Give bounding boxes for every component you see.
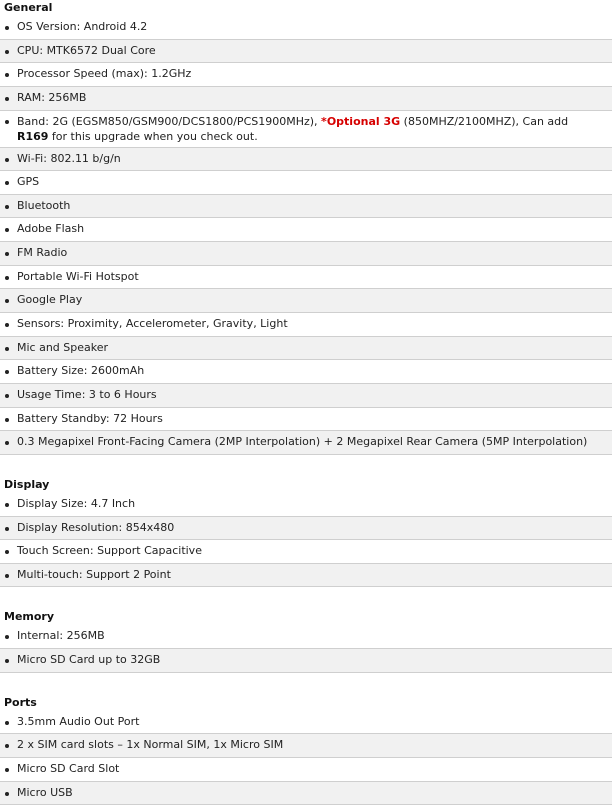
bullet-icon (5, 659, 9, 663)
list-item: Wi-Fi: 802.11 b/g/n (0, 148, 612, 172)
bullet-icon (5, 347, 9, 351)
list-item: Display Size: 4.7 Inch (0, 493, 612, 517)
list-item-band: Band: 2G (EGSM850/GSM900/DCS1800/PCS1900MHz), *Optional 3G (850MHZ/2100MHZ), Can add R169 for this upgrade when you check out. (0, 111, 612, 148)
bullet-icon (5, 550, 9, 554)
list-item: Micro USB (0, 782, 612, 805)
bullet-icon (5, 503, 9, 507)
list-item: CPU: MTK6572 Dual Core (0, 40, 612, 64)
bullet-icon (5, 26, 9, 30)
bullet-icon (5, 181, 9, 185)
list-item: 3.5mm Audio Out Port (0, 711, 612, 735)
list-item: 0.3 Megapixel Front-Facing Camera (2MP Interpolation) + 2 Megapixel Rear Camera (5MP Interpolation) (0, 431, 612, 455)
list-item: Mic and Speaker (0, 337, 612, 361)
list-item: Google Play (0, 289, 612, 313)
bullet-icon (5, 50, 9, 54)
list-item: FM Radio (0, 242, 612, 266)
section-heading-ports: Ports (4, 695, 37, 709)
section-heading-general: General (4, 1, 53, 14)
bullet-icon (5, 228, 9, 232)
bullet-icon (5, 252, 9, 256)
list-item: GPS (0, 171, 612, 195)
list-item: Touch Screen: Support Capacitive (0, 540, 612, 564)
list-item: Processor Speed (max): 1.2GHz (0, 63, 612, 87)
bullet-icon (5, 323, 9, 327)
list-item: OS Version: Android 4.2 (0, 16, 612, 40)
list-item: Sensors: Proximity, Accelerometer, Gravity, Light (0, 313, 612, 337)
section-spacer (0, 587, 612, 609)
memory-spec-list (0, 625, 612, 672)
bullet-icon (5, 792, 9, 796)
list-item: Battery Size: 2600mAh (0, 360, 612, 384)
upgrade-price: R169 (17, 129, 49, 143)
list-item: Usage Time: 3 to 6 Hours (0, 384, 612, 408)
bullet-icon (5, 574, 9, 578)
list-item: RAM: 256MB (0, 87, 612, 111)
bullet-icon (5, 73, 9, 77)
optional-3g-label: Optional 3G (326, 114, 401, 128)
bullet-icon (5, 394, 9, 398)
bullet-icon (5, 97, 9, 101)
section-display (0, 477, 612, 588)
bullet-icon (5, 120, 9, 124)
list-item: Display Resolution: 854x480 (0, 517, 612, 541)
bullet-icon (5, 205, 9, 209)
bullet-icon (5, 441, 9, 445)
bullet-icon (5, 744, 9, 748)
bullet-icon (5, 721, 9, 725)
bullet-icon (5, 299, 9, 303)
section-spacer (0, 455, 612, 477)
list-item: Bluetooth (0, 195, 612, 219)
list-item: Micro SD Card up to 32GB (0, 649, 612, 673)
bullet-icon (5, 768, 9, 772)
list-item: 2 x SIM card slots – 1x Normal SIM, 1x Micro SIM (0, 734, 612, 758)
list-item: Micro SD Card Slot (0, 758, 612, 782)
section-spacer (0, 673, 612, 695)
ports-spec-list (0, 711, 612, 805)
bullet-icon (5, 418, 9, 422)
display-spec-list (0, 493, 612, 588)
bullet-icon (5, 527, 9, 531)
list-item: Portable Wi-Fi Hotspot (0, 266, 612, 290)
section-heading-memory: Memory (4, 610, 55, 624)
list-item: Adobe Flash (0, 218, 612, 242)
bullet-icon (5, 635, 9, 639)
bullet-icon (5, 276, 9, 280)
list-item: Internal: 256MB (0, 625, 612, 649)
general-spec-list (0, 16, 612, 455)
bullet-icon (5, 158, 9, 162)
section-heading-display: Display (4, 477, 50, 491)
list-item: Battery Standby: 72 Hours (0, 408, 612, 432)
bullet-icon (5, 370, 9, 374)
section-memory (0, 609, 612, 672)
list-item: Multi-touch: Support 2 Point (0, 564, 612, 588)
section-ports (0, 695, 612, 805)
